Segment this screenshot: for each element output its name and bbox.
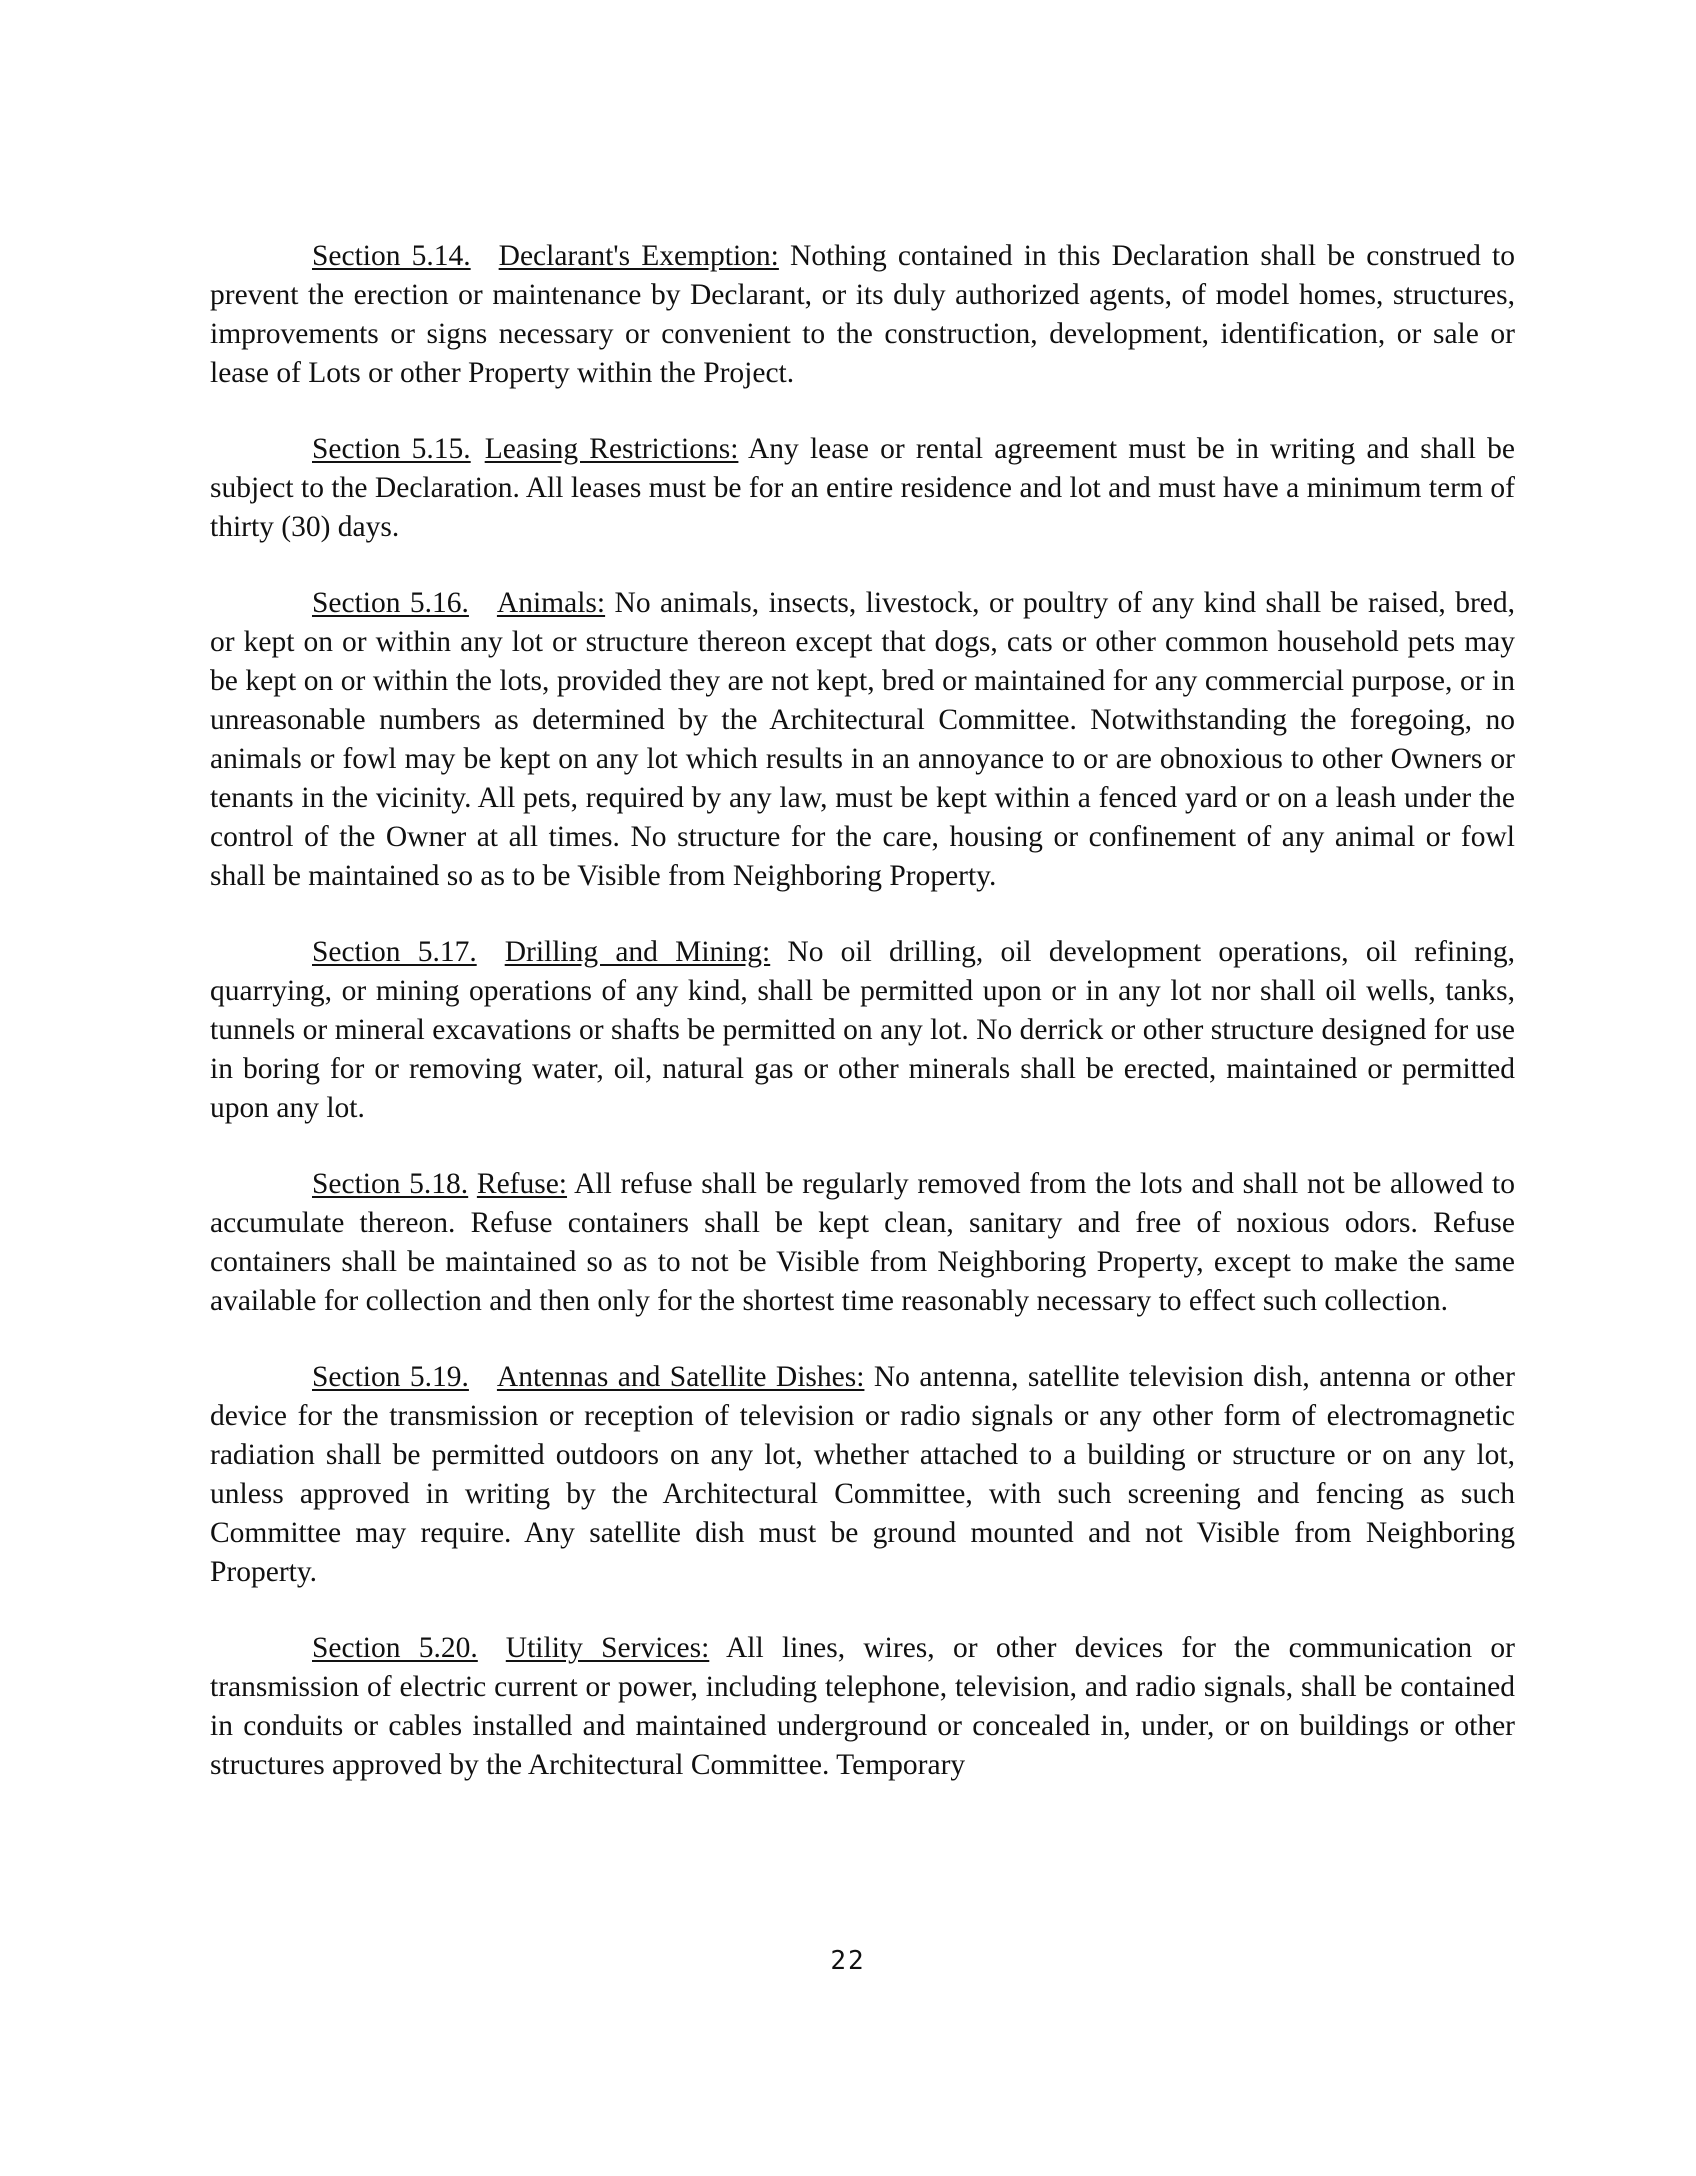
- section-text: No animals, insects, livestock, or poultry of any kind shall be raised, bred, or kept on or within any lot or structure thereon except that dogs, cats or other common household pets may be kept on or within the lots, provided they are not kept, bred or maintained for any commercial purpose, or in unreasonable numbers as determined by the Architectural Committee. Notwithstanding the foregoing, no animals or fowl may be kept on any lot which results in an annoyance to or are obnoxious to other Owners or tenants in the vicinity. All pets, required by any law, must be kept within a fenced yard or on a leash under the control of the Owner at all times. No structure for the care, housing or confinement of any animal or fowl shall be maintained so as to be Visible from Neighboring Property.: [210, 587, 1515, 892]
- section-text: All refuse shall be regularly removed from the lots and shall not be allowed to accumulate thereon. Refuse containers shall be kept clean, sanitary and free of noxious odors. Refuse containers shall be maintained so as to not be Visible from Neighboring Property, except to make the same available for collection and then only for the shortest time reasonably necessary to effect such collection.: [210, 1168, 1516, 1317]
- section-text: No oil drilling, oil development operations, oil refining, quarrying, or mining operations of any kind, shall be permitted upon or in any lot nor shall oil wells, tanks, tunnels or mineral excavations or shafts be permitted on any lot. No derrick or other structure designed for use in boring for or removing water, oil, natural gas or other minerals shall be erected, maintained or permitted upon any lot.: [210, 936, 1515, 1124]
- section-number: Section 5.15.: [312, 433, 471, 465]
- section-text: Any lease or rental agreement must be in writing and shall be subject to the Declaration. All leases must be for an entire residence and lot and must have a minimum term of thirty (30) days.: [210, 433, 1516, 543]
- section-number: Section 5.19.: [312, 1361, 469, 1393]
- section-5-16: [210, 584, 1515, 896]
- section-5-14: [210, 237, 1515, 393]
- section-text: No antenna, satellite television dish, antenna or other device for the transmission or reception of television or radio signals or any other form of electromagnetic radiation shall be permitted outdoors on any lot, whether attached to a building or structure or on any lot, unless approved in writing by the Architectural Committee, with such screening and fencing as such Committee may require. Any satellite dish must be ground mounted and not Visible from Neighboring Property.: [210, 1361, 1515, 1588]
- section-number: Section 5.14.: [312, 240, 471, 272]
- section-number: Section 5.18.: [312, 1168, 469, 1200]
- document-body: [210, 237, 1515, 1822]
- section-text: All lines, wires, or other devices for the communication or transmission of electric current or power, including telephone, television, and radio signals, shall be contained in conduits or cables installed and maintained underground or concealed in, under, or on buildings or other structures approved by the Architectural Committee. Temporary: [210, 1632, 1515, 1781]
- section-number: Section 5.17.: [312, 936, 477, 968]
- section-5-19: [210, 1358, 1515, 1592]
- section-title: Antennas and Satellite Dishes:: [496, 1361, 865, 1393]
- section-title: Declarant's Exemption:: [498, 240, 779, 272]
- section-number: Section 5.20.: [312, 1632, 478, 1664]
- section-5-20: [210, 1629, 1515, 1785]
- section-5-15: [210, 430, 1515, 547]
- section-number: Section 5.16.: [312, 587, 469, 619]
- section-text: Nothing contained in this Declaration shall be construed to prevent the erection or maintenance by Declarant, or its duly authorized agents, of model homes, structures, improvements or signs necessary or convenient to the construction, development, identification, or sale or lease of Lots or other Property within the Project.: [210, 240, 1515, 389]
- page-number: 22: [830, 1946, 866, 1976]
- section-title: Leasing Restrictions:: [484, 433, 739, 465]
- section-title: Animals:: [496, 587, 606, 619]
- section-5-17: [210, 933, 1515, 1128]
- section-5-18: [210, 1165, 1515, 1321]
- section-title: Utility Services:: [505, 1632, 710, 1664]
- section-title: Refuse:: [476, 1168, 568, 1200]
- section-title: Drilling and Mining:: [504, 936, 771, 968]
